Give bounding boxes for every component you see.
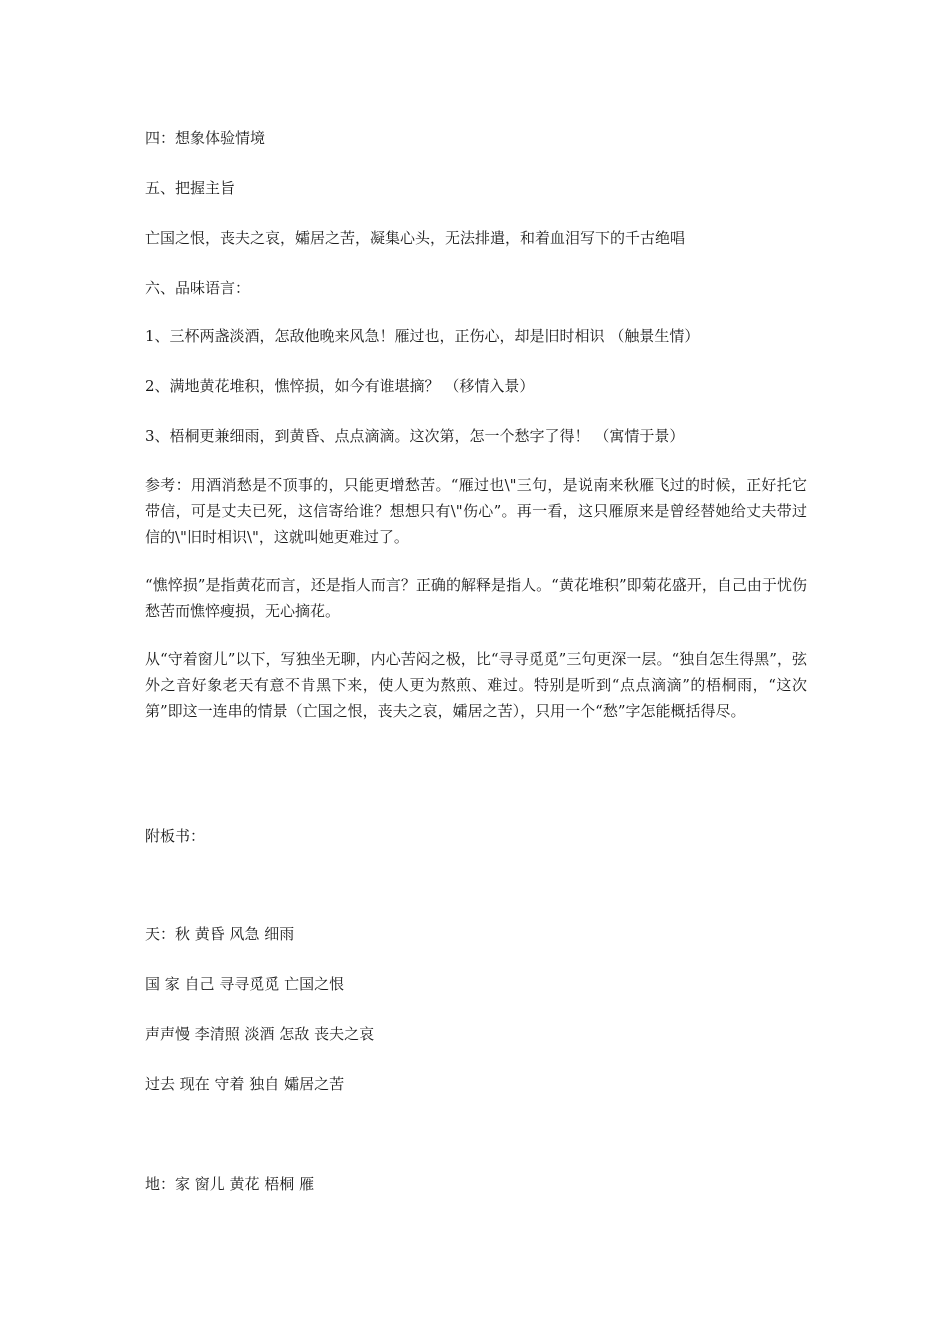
reference-paragraph-3: 从“守着窗儿”以下，写独坐无聊，内心苦闷之极，比“寻寻觅觅”三句更深一层。“独自怎生得黑”，弦外之音好象老天有意不肯黑下来，使人更为熬煎、难过。特别是听到“点点滴滴”的梧桐雨，“这次第”即这一连串的情景（亡国之恨，丧夫之哀，孀居之苦），只用一个“愁”字怎能概括得尽。 [145,650,807,720]
board-line-guoqu: 过去 现在 守着 独自 孀居之苦 [145,1075,345,1093]
section-5-text: 亡国之恨，丧夫之哀，孀居之苦，凝集心头，无法排遣，和着血泪写下的千古绝唱 [145,229,686,247]
section-6-heading: 六、品味语言： [145,279,251,297]
section-6-item-3: 3、梧桐更兼细雨，到黄昏、点点滴滴。这次第，怎一个愁字了得！ （寓情于景） [145,427,685,445]
reference-paragraph-1: 参考：用酒消愁是不顶事的，只能更增愁苦。“雁过也\"三句，是说南来秋雁飞过的时候，正好托它带信，可是丈夫已死，这信寄给谁？想想只有\"伤心”。再一看，这只雁原来是曾经替她给丈夫带过信的\"旧时相识\"，这就叫她更难过了。 [145,476,807,546]
board-line-sheng: 声声慢 李清照 淡酒 怎敌 丧夫之哀 [145,1025,375,1043]
section-6-item-1: 1、三杯两盏淡酒，怎敌他晚来风急！雁过也，正伤心，却是旧时相识 （触景生情） [145,327,700,345]
section-6-item-2: 2、满地黄花堆积，憔悴损，如今有谁堪摘？ （移情入景） [145,377,535,395]
section-4-heading: 四：想象体验情境 [145,129,266,147]
reference-paragraph-2: “憔悴损”是指黄花而言，还是指人而言？正确的解释是指人。“黄花堆积”即菊花盛开，自己由于忧伤愁苦而憔悴瘦损，无心摘花。 [145,576,807,620]
board-heading: 附板书： [145,827,206,845]
section-5-heading: 五、把握主旨 [145,179,236,197]
board-line-di: 地：家 窗儿 黄花 梧桐 雁 [145,1175,315,1193]
board-line-tian: 天：秋 黄昏 风急 细雨 [145,925,295,943]
board-line-guo: 国 家 自己 寻寻觅觅 亡国之恨 [145,975,345,993]
